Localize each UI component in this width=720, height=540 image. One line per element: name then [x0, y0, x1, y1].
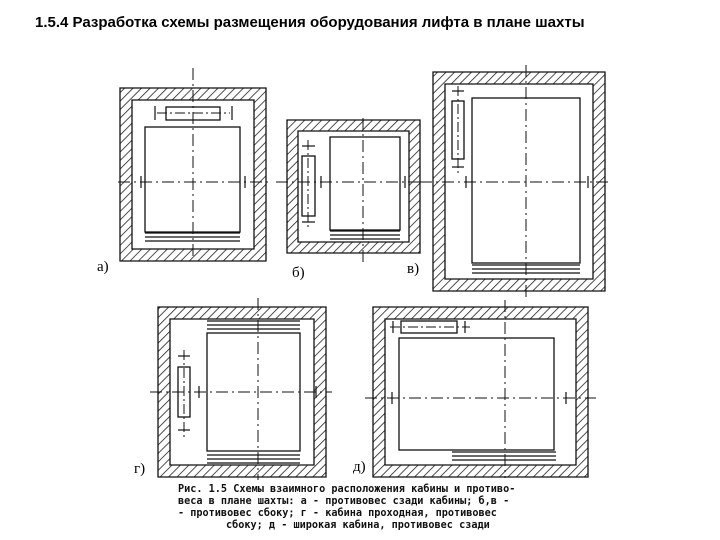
caption-line: веса в плане шахты: а - противовес сзади кабины; б,в -	[178, 496, 510, 507]
caption-line: сбоку; д - широкая кабина, противовес сзади	[226, 520, 490, 531]
shaft-plan-b	[276, 118, 432, 266]
shaft-plan-g	[150, 298, 332, 480]
shaft-plan-v	[420, 65, 612, 298]
shaft-plan-d	[365, 300, 596, 478]
figure-caption	[178, 484, 598, 532]
slide-title: 1.5.4 Разработка схемы размещения оборудования лифта в плане шахты	[35, 14, 585, 31]
label-d: д)	[353, 459, 366, 475]
label-a: а)	[97, 259, 109, 275]
label-v: в)	[407, 261, 420, 277]
shaft-plan-a	[118, 68, 268, 261]
label-g: г)	[134, 461, 146, 477]
caption-line: - противовес сбоку; г - кабина проходная, противовес	[178, 508, 497, 519]
label-b: б)	[292, 265, 305, 281]
caption-line: Рис. 1.5 Схемы взаимного расположения кабины и противо-	[178, 484, 516, 495]
